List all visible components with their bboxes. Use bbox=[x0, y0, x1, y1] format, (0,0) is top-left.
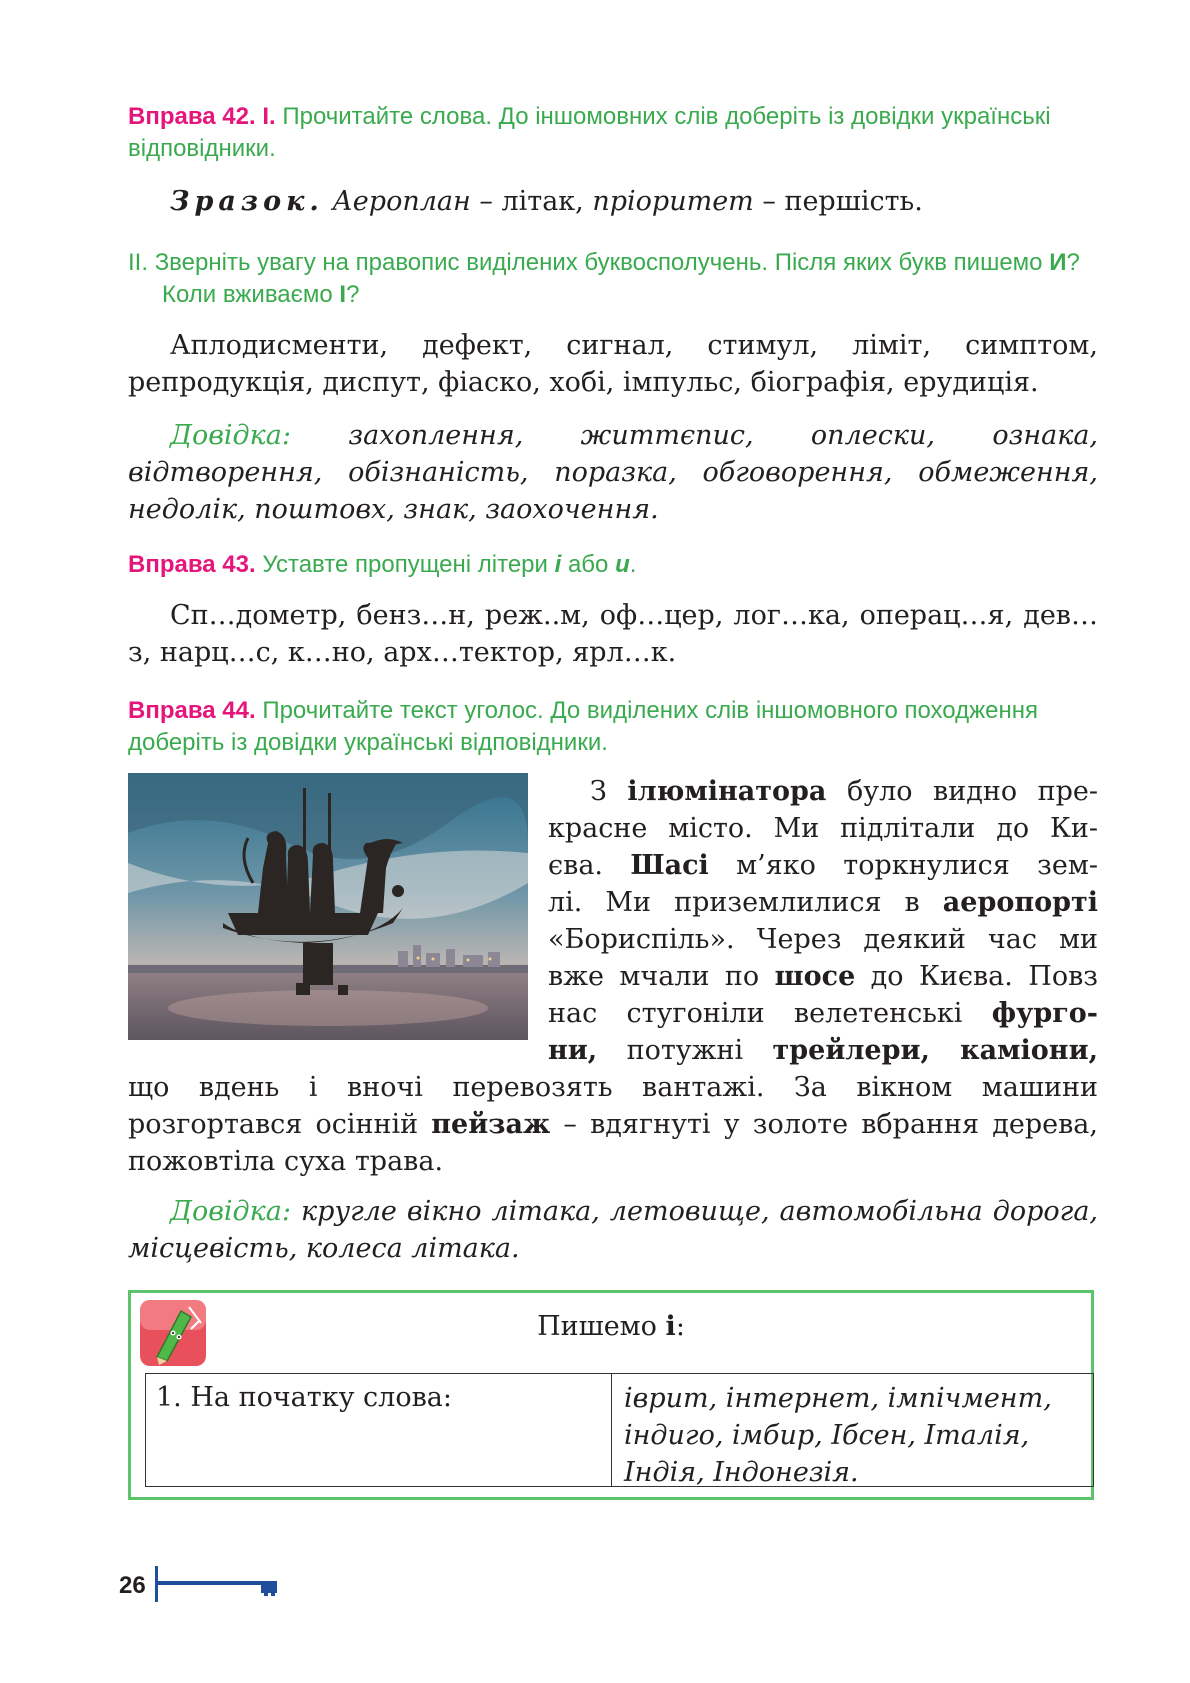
text-line-6: вже мчали по шосе до Києва. Повз bbox=[548, 961, 1098, 992]
text-line-5: «Бориспіль». Через деякий час ми bbox=[548, 924, 1098, 955]
rule-case: 1. На початку слова: bbox=[146, 1374, 612, 1486]
part-2-label: ІІ. bbox=[128, 249, 149, 276]
rule-title bbox=[131, 1311, 1091, 1342]
exercise-44-task bbox=[128, 695, 1098, 759]
exercise-42-task-text: Прочитайте слова. До іншомовних слів доберіть із довідки українські відповідники. bbox=[128, 103, 1051, 162]
exercise-43-task bbox=[128, 549, 1098, 581]
text-line-7: нас стугоніли велетенські фурго- bbox=[548, 998, 1098, 1029]
sample-word-1: Аероплан bbox=[332, 186, 471, 217]
sample-trans-2: – першість. bbox=[762, 186, 923, 217]
text-line-2: красне місто. Ми підлітали до Ки- bbox=[548, 813, 1098, 844]
spelling-rule-box bbox=[128, 1290, 1094, 1500]
exercise-42-words: Аплодисменти, дефект, сигнал, стимул, ліміт, симптом, репродукція, диспут, фіаско, хобі, імпульс, біографія, ерудиція. bbox=[128, 330, 1098, 398]
text-line-3: єва. Шасі м’яко торкнулися зем- bbox=[548, 850, 1099, 881]
text-line-4: лі. Ми приземлилися в аеропорті bbox=[548, 887, 1098, 918]
part-2-text: Зверніть увагу на правопис виділених буквосполучень. Після яких букв пишемо bbox=[154, 249, 1043, 276]
text-line-8: ни, потужні трейлери, каміони, bbox=[548, 1035, 1098, 1066]
exercise-44-text-right bbox=[548, 773, 1098, 1069]
kyiv-monument-photo bbox=[128, 773, 528, 1040]
rule-title-text: Пишемо bbox=[537, 1311, 657, 1342]
exercise-43-label: Вправа 43. bbox=[128, 551, 256, 578]
exercise-44-reference bbox=[128, 1193, 1098, 1267]
sample bbox=[170, 183, 1070, 220]
exercise-42-label: Вправа 42. bbox=[128, 103, 256, 130]
letter-y: и bbox=[615, 551, 630, 578]
exercise-42-reference bbox=[128, 417, 1098, 528]
reference-text: захоплення, життєпис, оплески, ознака, відтворення, обізнаність, поразка, обговорення, обмеження, недолік, поштовх, знак, заохочення. bbox=[128, 420, 1098, 525]
rule-examples: іврит, інтернет, імпічмент, індиго, імбир, Ібсен, Італія, Індія, Індонезія. bbox=[624, 1383, 1052, 1488]
reference-label: Довідка: bbox=[170, 420, 291, 451]
letter-i: і bbox=[554, 551, 562, 578]
page-number-decoration bbox=[155, 1566, 285, 1606]
part-1-label: І. bbox=[262, 103, 276, 130]
exercise-44-text: Прочитайте текст уголос. До виділених слів іншомовного походження доберіть із довідки українські відповідники. bbox=[128, 697, 1039, 756]
letter-i: І bbox=[339, 281, 347, 308]
exercise-42-part2-task bbox=[128, 247, 1102, 311]
sample-label: Зразок. bbox=[170, 186, 324, 217]
exercise-44-label: Вправа 44. bbox=[128, 697, 256, 724]
exercise-43-end: . bbox=[629, 551, 637, 578]
exercise-43-words: Сп…дометр, бенз…н, реж..м, оф…цер, лог…ка, операц…я, дев…з, нарц…с, к…но, арх…тектор, ярл…к. bbox=[128, 600, 1098, 668]
text-line-1: З ілюмінатора було видно пре- bbox=[590, 776, 1099, 807]
rule-title-letter: і bbox=[665, 1311, 676, 1342]
letter-y: И bbox=[1049, 249, 1067, 276]
rule-table bbox=[145, 1373, 1094, 1487]
exercise-42-task bbox=[128, 101, 1098, 165]
rule-title-colon: : bbox=[675, 1311, 685, 1342]
part-2-text-c: ? bbox=[346, 281, 360, 308]
sample-trans-1: – літак, bbox=[479, 186, 584, 217]
reference-label: Довідка: bbox=[170, 1196, 291, 1227]
page-number: 26 bbox=[119, 1572, 146, 1599]
exercise-43-or: або bbox=[567, 551, 609, 578]
sample-word-2: пріоритет bbox=[592, 186, 754, 217]
exercise-44-text-bottom: що вдень і вночі перевозять вантажі. За вікном машини розгортався осінній пейзаж – вдягнуті у золоте вбрання дерева, пожовтіла суха трава. bbox=[128, 1072, 1098, 1177]
exercise-43-text: Уставте пропущені літери bbox=[262, 551, 548, 578]
reference-text: кругле вікно літака, летовище, автомобільна дорога, місцевість, колеса літака. bbox=[128, 1196, 1098, 1264]
part-2-text-b: ? Коли вживаємо bbox=[162, 249, 1080, 308]
